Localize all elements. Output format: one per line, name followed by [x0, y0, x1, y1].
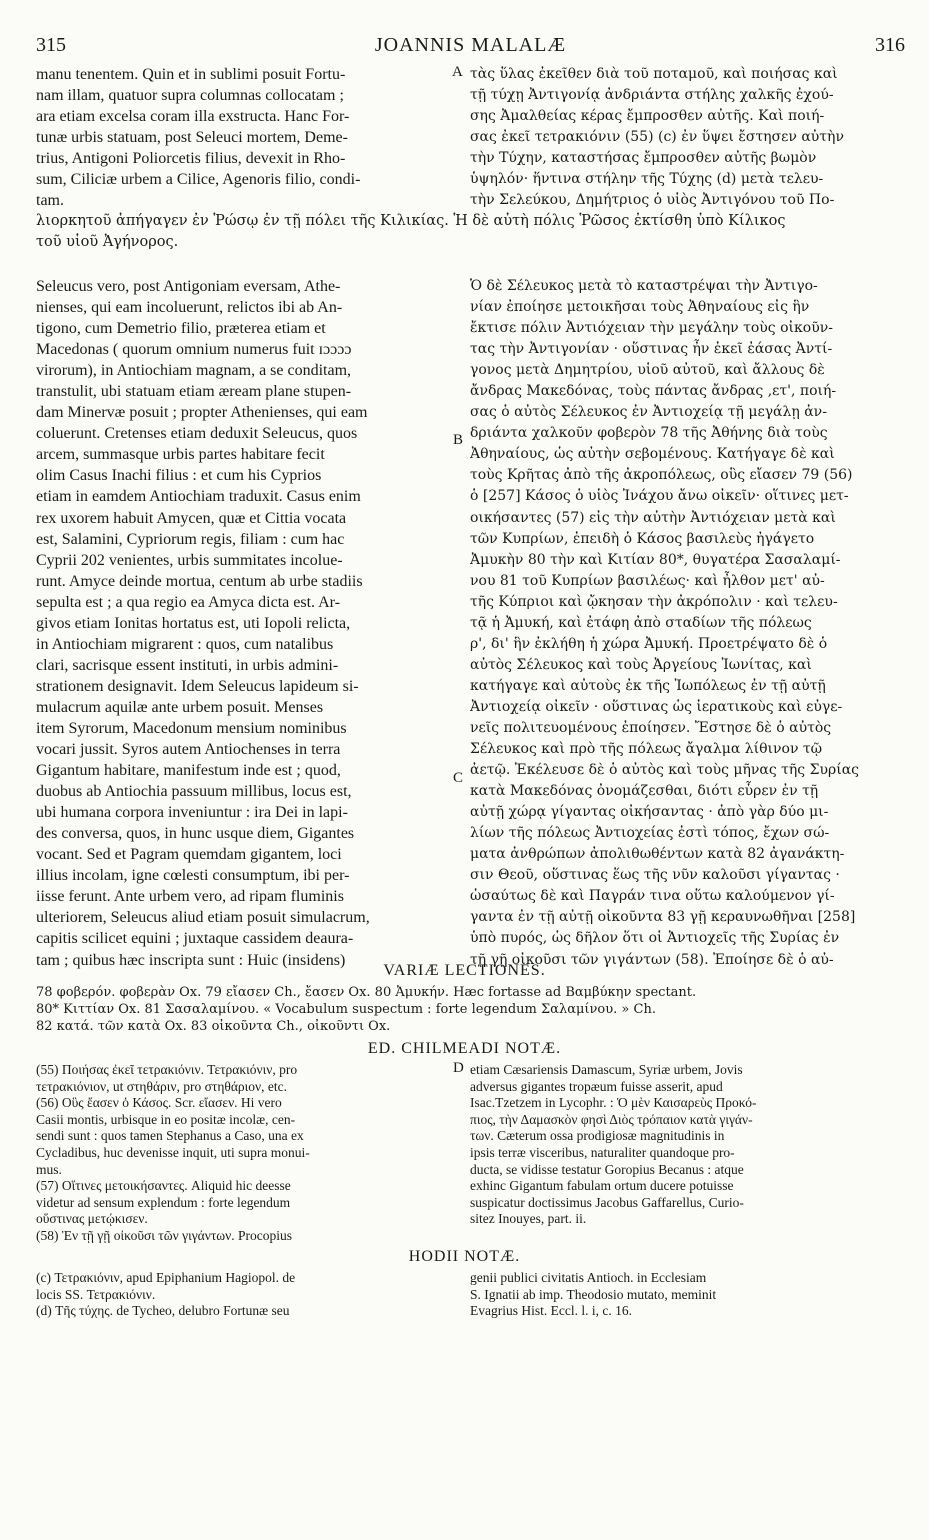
- note-line: sendi sunt : quos tamen Stephanus a Caso, una ex: [36, 1128, 304, 1144]
- note-line: ducta, se vidisse testatur Goropius Becanus : atque: [470, 1161, 744, 1177]
- text-line: τῇ τύχῃ Ἀντιγονίᾳ ἀνδριάντα στήλης χαλκῆς ἐχού-: [470, 87, 834, 104]
- running-title: JOANNIS MALALÆ: [374, 34, 567, 56]
- note-line: Isac.Tzetzem in Lycophr. : Ὁ μὲν Καισαρεὺς Προκό-: [470, 1095, 757, 1111]
- text-line: strationem designavit. Idem Seleucus lapideum si-: [36, 677, 359, 695]
- margin-marker-a: A: [452, 64, 463, 80]
- text-line: σας ἐκεῖ τετρακιόνιν (55) (c) ἐν ὕψει ἔστησεν αὐτὴν: [470, 129, 844, 146]
- note-line: Casii montis, urbisque in eo positæ incolæ, cen-: [36, 1111, 296, 1127]
- text-line: νου 81 τοῦ Κυπρίων βασιλέως· καὶ ἦλθον μετ' αὐ-: [470, 572, 825, 589]
- chilmeadi-notes-right: [470, 1062, 894, 1228]
- text-line: tam ; quibus hæc inscripta sunt : Huic (insidens): [36, 951, 346, 969]
- text-line: τῇ γῇ οἰκοῦσι τῶν γιγάντων (58). Ἐποίησε δὲ ὁ αὐ-: [470, 951, 834, 968]
- note-line: ipsis terræ visceribus, naturaliter quandoque pro-: [470, 1144, 735, 1160]
- text-line: κατὰ Μακεδόνας ὀνομάζεσθαι, διότι εὗρεν ἐν τῇ: [470, 783, 819, 800]
- page-number-left: 315: [36, 34, 66, 56]
- note-line: οὕστινας μετῴκισεν.: [36, 1211, 148, 1227]
- note-line: mus.: [36, 1161, 62, 1177]
- note-line: exhinc Gigantum fabulam ortum ducere potuisse: [470, 1178, 734, 1194]
- text-line: ὑψηλόν· ἥντινα στήλην τῆς Τύχης (d) μετὰ τελευ-: [470, 171, 824, 188]
- note-line: videtur ad sensum explendum : forte legendum: [36, 1194, 291, 1210]
- text-line: tunæ urbis statuam, post Seleuci mortem, Deme-: [36, 129, 348, 147]
- text-line: in Antiochiam migrarent : quos, cum natalibus: [36, 635, 334, 653]
- text-line: ἀετῷ. Ἐκέλευσε δὲ ὁ αὐτὸς καὶ τοὺς μῆνας τῆς Συρίας: [470, 762, 860, 779]
- text-line: λίων τῆς πόλεως Ἀντιοχείας ἐστὶ τόπος, ἔχων σώ-: [470, 825, 830, 842]
- text-line: givos etiam Ionitas hortatus est, uti Iopoli relicta,: [36, 614, 351, 632]
- note-line: etiam Cæsariensis Damascum, Syriæ urbem, Jovis: [470, 1062, 743, 1077]
- greek-column-top: [470, 64, 894, 211]
- note-line: (57) Οἵτινες μετοικήσαντες. Aliquid hic deesse: [36, 1178, 291, 1194]
- text-line: virorum), in Antiochiam magnam, a se conditam,: [36, 362, 352, 380]
- text-line: manu tenentem. Quin et in sublimi posuit Fortu-: [36, 66, 346, 83]
- note-line: Cycladibus, huc devenisse inquit, uti supra monui-: [36, 1144, 310, 1160]
- chilmeadi-notae-heading: ED. CHILMEADI NOTÆ.: [367, 1040, 562, 1057]
- note-line: Evagrius Hist. Eccl. l. i, c. 16.: [470, 1303, 632, 1319]
- text-line: Cyprii 202 venientes, urbis summitates incolue-: [36, 551, 343, 569]
- text-line: νίαν ἐποίησε μετοικῆσαι τοὺς Ἀθηναίους εἰς ἣν: [470, 299, 810, 316]
- text-line: τοῦ υἱοῦ Ἀγήνορος.: [36, 234, 179, 250]
- text-line: clari, sacrisque essent instituti, in urbis admini-: [36, 656, 339, 674]
- latin-column-top: [36, 64, 448, 211]
- text-line: capitis scilicet equini ; juxtaque cassidem deaura-: [36, 930, 354, 948]
- text-line: transtulit, ubi statuam etiam æream plane stupen-: [36, 383, 352, 401]
- text-line: item Syrorum, Macedonum mensium nominibus: [36, 719, 347, 737]
- text-line: σης Ἀμαλθείας κέρας ἔμπροσθεν αὐτῆς. Καὶ ποιή-: [470, 108, 825, 125]
- note-line: adversus gigantes tropæum fuisse asserit, apud: [470, 1078, 723, 1094]
- text-line: σιν Θεοῦ, οὕστινας ἕως τῆς νῦν καλοῦσι γίγαντας ·: [470, 867, 840, 884]
- text-line: τῶν Κυπρίων, ἐπειδὴ ὁ Κάσος βασιλεὺς ἠγάγετο: [470, 530, 815, 547]
- note-line: (56) Οὓς ἔασεν ὁ Κάσος. Scr. εἴασεν. Hi vero: [36, 1095, 282, 1111]
- text-line: ὡσαύτως δὲ καὶ Παγράν τινα οὕτω καλούμενον γί-: [470, 888, 835, 905]
- text-line: est, Salamini, Cypriorum regis, filiam : cum hac: [36, 530, 345, 548]
- text-line: vocant. Sed et Pagram quemdam gigantem, loci: [36, 846, 342, 864]
- hodii-notae-heading: HODII NOTÆ.: [408, 1248, 521, 1265]
- text-line: γονος μετὰ Δημητρίου, υἱοῦ αὐτοῦ, καὶ ἄλλους δὲ: [470, 362, 825, 379]
- variae-lectiones: [36, 984, 894, 1035]
- text-line: ulteriorem, Seleucus aliud etiam posuit simulacrum,: [36, 909, 370, 927]
- text-line: τὴν Σελεύκου, Δημήτριος ὁ υἱὸς Ἀντιγόνου τοῦ Πο-: [470, 192, 835, 209]
- text-line: Gigantum habitare, manifestum inde est ; quod,: [36, 762, 341, 780]
- text-line: τας τὴν Ἀντιγονίαν · οὕστινας ἦν ἐκεῖ ἐάσας Ἀντί-: [470, 341, 833, 358]
- text-line: duobus ab Antiochia passuum millibus, locus est,: [36, 783, 352, 801]
- text-line: nienses, qui eam incoluerunt, relictos ibi ab An-: [36, 299, 343, 317]
- text-line: runt. Amyce deinde mortua, centum ab urbe stadiis: [36, 572, 363, 590]
- text-line: Ἀντιοχείᾳ οἰκεῖν · οὕστινας ὡς ἱερατικοὺς καὶ εὐγε-: [470, 698, 843, 715]
- margin-marker-d: D: [453, 1060, 464, 1076]
- note-line: suspicatur doctissimus Jacobus Gaffarellus, Curio-: [470, 1194, 744, 1210]
- text-line: Ἀμυκὴν 80 τὴν καὶ Κιτίαν 80*, θυγατέρα Σασαλαμί-: [470, 551, 841, 568]
- text-line: iisse ferunt. Ante urbem vero, ad ripam fluminis: [36, 888, 344, 906]
- text-line: τὴν Τύχην, καταστήσας ἔμπροσθεν αὐτῆς βωμὸν: [470, 150, 817, 167]
- text-line: ἄνδρας Μακεδόνας, τοὺς πάντας ἄνδρας ,ετ', ποιή-: [470, 383, 837, 400]
- note-line: πιος, τὴν Δαμασκὸν φησὶ Διὸς τρόπαιον κατὰ γιγάν-: [470, 1111, 753, 1127]
- text-line: ρ', δι' ἣν ἐκλήθη ἡ χώρα Ἀμυκή. Προετρέψατο δὲ ὁ: [470, 635, 828, 652]
- text-line: τοὺς Κρῆτας ἀπὸ τῆς ἀκροπόλεως, οὓς εἴασεν 79 (56): [470, 467, 853, 484]
- text-line: τῆς Κύπριοι καὶ ᾤκησαν τὴν ἀκρόπολιν · καὶ τελευ-: [470, 593, 838, 610]
- text-line: ὑπὸ πυρός, ὡς δῆλον ὅτι οἱ Ἀντιοχεῖς τῆς Συρίας ἐν: [470, 930, 840, 947]
- text-line: Ὁ δὲ Σέλευκος μετὰ τὸ καταστρέψαι τὴν Ἀντιγο-: [470, 278, 818, 294]
- text-line: trius, Antigoni Poliorcetis filius, devexit in Rho-: [36, 150, 346, 168]
- text-line: coluerunt. Cretenses etiam deduxit Seleucus, quos: [36, 425, 358, 443]
- text-line: Σέλευκος καὶ πρὸ τῆς πόλεως ἄγαλμα λίθινον τῷ: [470, 741, 823, 758]
- text-line: ubi humana corpora inveniuntur : ira Dei in lapi-: [36, 804, 348, 822]
- text-line: αὐτῇ χώρᾳ γίγαντας οἰκήσαντας · ἀπὸ γὰρ δύο μι-: [470, 804, 829, 821]
- text-line: αὐτὸς Σέλευκος καὶ τοὺς Ἀργείους Ἰωνίτας, καὶ: [470, 656, 812, 673]
- note-line: των. Cæterum ossa prodigiosæ magnitudinis in: [470, 1128, 725, 1144]
- text-line: τὰς ὕλας ἐκεῖθεν διὰ τοῦ ποταμοῦ, καὶ ποιήσας καὶ: [470, 66, 838, 82]
- text-line: arcem, summasque urbis partes habitare fecit: [36, 446, 325, 464]
- text-line: οικήσαντες (57) εἰς τὴν αὐτὴν Ἀντιόχειαν μετὰ καὶ: [470, 509, 836, 526]
- text-line: Ἀθηναίους, ὡς αὐτὴν σεβομένους. Κατήγαγε δὲ καὶ: [470, 446, 835, 463]
- text-line: λιορκητοῦ ἀπήγαγεν ἐν Ῥώσῳ ἐν τῇ πόλει τῆς Κιλικίας. Ἡ δὲ αὐτὴ πόλις Ῥῶσος ἐκτίσθη ὑπὸ Κίλικος: [36, 213, 786, 229]
- hodii-notes-left: [36, 1270, 448, 1320]
- margin-marker-c: C: [453, 770, 464, 786]
- text-line: tam.: [36, 192, 64, 210]
- note-line: sitez Inouyes, part. ii.: [470, 1211, 587, 1227]
- text-line: Macedonas ( quorum omnium numerus fuit ɪɔɔɔɔ: [36, 341, 352, 359]
- variant-reading-line: 82 κατά. τῶν κατὰ Ox. 83 οἰκοῦντα Ch., οἰκοῦντι Ox.: [36, 1019, 391, 1034]
- text-line: mulacrum aquilæ ante urbem posuit. Menses: [36, 698, 324, 716]
- note-line: τετρακιόνιον, ut στηθάριν, pro στηθάριον, etc.: [36, 1078, 288, 1094]
- text-line: des conversa, quos, in hunc usque diem, Gigantes: [36, 825, 355, 843]
- text-line: illius incolam, igne cœlesti consumptum, ibi per-: [36, 867, 350, 885]
- variae-lectiones-heading: VARIÆ LECTIONES.: [383, 962, 546, 979]
- text-line: sum, Ciliciæ urbem a Cilice, Agenoris filio, condi-: [36, 171, 361, 189]
- variant-reading-line: 78 φοβερόν. φοβερὰν Ox. 79 εἴασεν Ch., ἔασεν Ox. 80 Ἀμυκήν. Hæc fortasse ad Βαμβύκην spectant.: [36, 985, 697, 1000]
- text-line: δριάντα χαλκοῦν φοβερὸν 78 τῆς Ἀθήνης διὰ τοὺς: [470, 425, 828, 442]
- text-line: σας ὁ αὐτὸς Σέλευκος ἐν Ἀντιοχείᾳ τῇ μεγάλῃ ἀν-: [470, 404, 827, 421]
- text-line: vocari jussit. Syros autem Antiochenses in terra: [36, 741, 341, 759]
- full-width-greek: [36, 211, 894, 253]
- hodii-notes-right: [470, 1270, 894, 1320]
- text-line: etiam in eamdem Antiochiam traduxit. Casus enim: [36, 488, 361, 506]
- note-line: (58) Ἐν τῇ γῇ οἰκοῦσι τῶν γιγάντων. Procopius: [36, 1227, 293, 1243]
- note-line: S. Ignatii ab imp. Theodosio mutato, meminit: [470, 1286, 717, 1302]
- note-line: (d) Τῆς τύχης. de Tycheo, delubro Fortunæ seu: [36, 1303, 290, 1319]
- text-line: rex uxorem habuit Amycen, quæ et Cittia vocata: [36, 509, 347, 527]
- text-line: ὁ [257] Κάσος ὁ υἱὸς Ἰνάχου ἄνω οἰκεῖν· οἵτινες μετ-: [470, 488, 849, 505]
- chilmeadi-notes-left: [36, 1062, 448, 1245]
- latin-column-main: [36, 276, 448, 971]
- note-line: genii publici civitatis Antioch. in Ecclesiam: [470, 1270, 707, 1285]
- text-line: dam Minervæ posuit ; propter Athenienses, qui eam: [36, 404, 368, 422]
- text-line: Seleucus vero, post Antigoniam eversam, Athe-: [36, 278, 341, 295]
- text-line: ἔκτισε πόλιν Ἀντιόχειαν τὴν μεγάλην τοὺς οἰκοῦν-: [470, 320, 833, 337]
- margin-marker-b: B: [453, 432, 464, 448]
- text-line: nam illam, quatuor supra columnas collocatam ;: [36, 87, 344, 105]
- note-line: locis SS. Τετρακιόνιν.: [36, 1286, 156, 1302]
- text-line: τᾷ ἡ Ἀμυκή, καὶ ἐτάφη ἀπὸ σταδίων τῆς πόλεως: [470, 614, 812, 631]
- text-line: olim Casus Inachi filius : et cum his Cyprios: [36, 467, 322, 485]
- text-line: sepulta est ; a qua regio ea Amyca dicta est. Ar-: [36, 593, 341, 611]
- page-number-right: 316: [875, 34, 905, 56]
- note-line: (c) Τετρακιόνιν, apud Epiphanium Hagiopol. de: [36, 1270, 296, 1285]
- note-line: (55) Ποιήσας ἐκεῖ τετρακιόνιν. Τετρακιόνιν, pro: [36, 1062, 298, 1077]
- text-line: νεῖς πολιτευομένους ἐποίησεν. Ἔστησε δὲ ὁ αὐτὸς: [470, 719, 832, 736]
- text-line: ματα ἀνθρώπων ἀπολιθωθέντων κατὰ 82 ἀγανάκτη-: [470, 846, 845, 863]
- page-header: [36, 34, 905, 60]
- text-line: γαντα ἐν τῇ αὐτῇ οἰκοῦντα 83 γῇ κεραυνωθῆναι [258]: [470, 909, 856, 926]
- variant-reading-line: 80* Κιττίαν Ox. 81 Σασαλαμίνου. « Vocabulum suspectum : forte legendum Σαλαμίνου. » Ch.: [36, 1002, 656, 1017]
- text-line: ara etiam excelsa coram illa exstructa. Hanc For-: [36, 108, 350, 126]
- greek-column-main: [470, 276, 894, 971]
- text-line: tigono, cum Demetrio filio, præterea etiam et: [36, 320, 326, 338]
- text-line: κατήγαγε καὶ αὐτοὺς ἐκ τῆς Ἰωπόλεως ἐν τῇ αὐτῇ: [470, 677, 826, 694]
